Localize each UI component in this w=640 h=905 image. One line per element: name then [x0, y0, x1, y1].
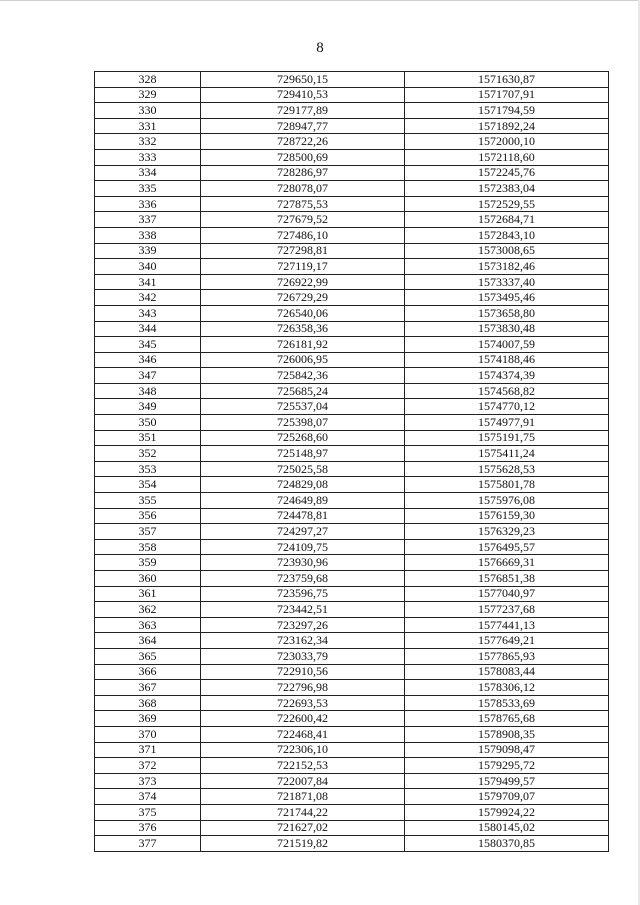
- x-coordinate-cell: 728078,07: [201, 181, 405, 197]
- table-row: [95, 617, 609, 633]
- point-number-cell: 332: [95, 134, 201, 150]
- table-row: [95, 430, 609, 446]
- point-number-cell: 363: [95, 617, 201, 633]
- table-row: [95, 227, 609, 243]
- y-coordinate-cell: 1571892,24: [405, 118, 609, 134]
- point-number-cell: 374: [95, 789, 201, 805]
- table-row: [95, 789, 609, 805]
- y-coordinate-cell: 1578306,12: [405, 680, 609, 696]
- coordinates-table: [94, 71, 609, 852]
- y-coordinate-cell: 1574770,12: [405, 399, 609, 415]
- point-number-cell: 371: [95, 742, 201, 758]
- y-coordinate-cell: 1575628,53: [405, 461, 609, 477]
- y-coordinate-cell: 1571707,91: [405, 87, 609, 103]
- table-row: [95, 539, 609, 555]
- point-number-cell: 336: [95, 196, 201, 212]
- x-coordinate-cell: 728500,69: [201, 149, 405, 165]
- table-row: [95, 243, 609, 259]
- y-coordinate-cell: 1575411,24: [405, 446, 609, 462]
- table-row: [95, 165, 609, 181]
- x-coordinate-cell: 726358,36: [201, 321, 405, 337]
- x-coordinate-cell: 725537,04: [201, 399, 405, 415]
- point-number-cell: 333: [95, 149, 201, 165]
- x-coordinate-cell: 721519,82: [201, 836, 405, 852]
- point-number-cell: 377: [95, 836, 201, 852]
- y-coordinate-cell: 1572843,10: [405, 227, 609, 243]
- x-coordinate-cell: 721871,08: [201, 789, 405, 805]
- point-number-cell: 349: [95, 399, 201, 415]
- table-row: [95, 259, 609, 275]
- y-coordinate-cell: 1573008,65: [405, 243, 609, 259]
- y-coordinate-cell: 1572000,10: [405, 134, 609, 150]
- x-coordinate-cell: 723596,75: [201, 586, 405, 602]
- x-coordinate-cell: 723930,96: [201, 555, 405, 571]
- table-row: [95, 820, 609, 836]
- table-row: [95, 773, 609, 789]
- table-row: [95, 446, 609, 462]
- table-row: [95, 648, 609, 664]
- point-number-cell: 328: [95, 72, 201, 88]
- point-number-cell: 334: [95, 165, 201, 181]
- table-row: [95, 602, 609, 618]
- table-row: [95, 586, 609, 602]
- point-number-cell: 340: [95, 259, 201, 275]
- point-number-cell: 364: [95, 633, 201, 649]
- x-coordinate-cell: 727119,17: [201, 259, 405, 275]
- table-row: [95, 305, 609, 321]
- point-number-cell: 341: [95, 274, 201, 290]
- point-number-cell: 362: [95, 602, 201, 618]
- x-coordinate-cell: 726729,29: [201, 290, 405, 306]
- table-row: [95, 415, 609, 431]
- table-row: [95, 742, 609, 758]
- y-coordinate-cell: 1573182,46: [405, 259, 609, 275]
- point-number-cell: 352: [95, 446, 201, 462]
- x-coordinate-cell: 725025,58: [201, 461, 405, 477]
- point-number-cell: 376: [95, 820, 201, 836]
- y-coordinate-cell: 1571794,59: [405, 103, 609, 119]
- point-number-cell: 353: [95, 461, 201, 477]
- point-number-cell: 359: [95, 555, 201, 571]
- table-row: [95, 461, 609, 477]
- point-number-cell: 344: [95, 321, 201, 337]
- table-row: [95, 274, 609, 290]
- x-coordinate-cell: 729177,89: [201, 103, 405, 119]
- y-coordinate-cell: 1574374,39: [405, 368, 609, 384]
- table-row: [95, 555, 609, 571]
- x-coordinate-cell: 727298,81: [201, 243, 405, 259]
- y-coordinate-cell: 1573337,40: [405, 274, 609, 290]
- x-coordinate-cell: 728947,77: [201, 118, 405, 134]
- point-number-cell: 329: [95, 87, 201, 103]
- x-coordinate-cell: 728722,26: [201, 134, 405, 150]
- y-coordinate-cell: 1578908,35: [405, 726, 609, 742]
- y-coordinate-cell: 1576159,30: [405, 508, 609, 524]
- x-coordinate-cell: 725268,60: [201, 430, 405, 446]
- point-number-cell: 343: [95, 305, 201, 321]
- table-row: [95, 477, 609, 493]
- point-number-cell: 350: [95, 415, 201, 431]
- x-coordinate-cell: 724478,81: [201, 508, 405, 524]
- y-coordinate-cell: 1574007,59: [405, 337, 609, 353]
- table-row: [95, 134, 609, 150]
- y-coordinate-cell: 1572245,76: [405, 165, 609, 181]
- table-row: [95, 321, 609, 337]
- y-coordinate-cell: 1574188,46: [405, 352, 609, 368]
- x-coordinate-cell: 726540,06: [201, 305, 405, 321]
- point-number-cell: 354: [95, 477, 201, 493]
- x-coordinate-cell: 722600,42: [201, 711, 405, 727]
- point-number-cell: 366: [95, 664, 201, 680]
- point-number-cell: 356: [95, 508, 201, 524]
- table-row: [95, 352, 609, 368]
- point-number-cell: 360: [95, 571, 201, 587]
- point-number-cell: 358: [95, 539, 201, 555]
- y-coordinate-cell: 1579098,47: [405, 742, 609, 758]
- y-coordinate-cell: 1575191,75: [405, 430, 609, 446]
- x-coordinate-cell: 725685,24: [201, 383, 405, 399]
- x-coordinate-cell: 721744,22: [201, 804, 405, 820]
- y-coordinate-cell: 1573658,80: [405, 305, 609, 321]
- y-coordinate-cell: 1579924,22: [405, 804, 609, 820]
- x-coordinate-cell: 729410,53: [201, 87, 405, 103]
- point-number-cell: 347: [95, 368, 201, 384]
- table-row: [95, 711, 609, 727]
- coordinates-table-body: [95, 72, 609, 852]
- y-coordinate-cell: 1573495,46: [405, 290, 609, 306]
- table-row: [95, 368, 609, 384]
- x-coordinate-cell: 723759,68: [201, 571, 405, 587]
- x-coordinate-cell: 727679,52: [201, 212, 405, 228]
- y-coordinate-cell: 1576669,31: [405, 555, 609, 571]
- y-coordinate-cell: 1575801,78: [405, 477, 609, 493]
- point-number-cell: 342: [95, 290, 201, 306]
- point-number-cell: 345: [95, 337, 201, 353]
- table-row: [95, 493, 609, 509]
- y-coordinate-cell: 1576329,23: [405, 524, 609, 540]
- table-row: [95, 571, 609, 587]
- x-coordinate-cell: 724649,89: [201, 493, 405, 509]
- x-coordinate-cell: 725398,07: [201, 415, 405, 431]
- table-row: [95, 149, 609, 165]
- point-number-cell: 355: [95, 493, 201, 509]
- point-number-cell: 365: [95, 648, 201, 664]
- x-coordinate-cell: 728286,97: [201, 165, 405, 181]
- point-number-cell: 348: [95, 383, 201, 399]
- x-coordinate-cell: 726181,92: [201, 337, 405, 353]
- point-number-cell: 346: [95, 352, 201, 368]
- y-coordinate-cell: 1579499,57: [405, 773, 609, 789]
- x-coordinate-cell: 723297,26: [201, 617, 405, 633]
- y-coordinate-cell: 1579709,07: [405, 789, 609, 805]
- x-coordinate-cell: 723162,34: [201, 633, 405, 649]
- table-row: [95, 836, 609, 852]
- table-row: [95, 524, 609, 540]
- point-number-cell: 373: [95, 773, 201, 789]
- table-row: [95, 72, 609, 88]
- x-coordinate-cell: 724829,08: [201, 477, 405, 493]
- y-coordinate-cell: 1571630,87: [405, 72, 609, 88]
- y-coordinate-cell: 1575976,08: [405, 493, 609, 509]
- table-row: [95, 290, 609, 306]
- table-row: [95, 695, 609, 711]
- x-coordinate-cell: 722007,84: [201, 773, 405, 789]
- table-row: [95, 212, 609, 228]
- x-coordinate-cell: 729650,15: [201, 72, 405, 88]
- x-coordinate-cell: 722910,56: [201, 664, 405, 680]
- table-row: [95, 103, 609, 119]
- point-number-cell: 367: [95, 680, 201, 696]
- x-coordinate-cell: 725842,36: [201, 368, 405, 384]
- table-row: [95, 196, 609, 212]
- point-number-cell: 368: [95, 695, 201, 711]
- point-number-cell: 338: [95, 227, 201, 243]
- y-coordinate-cell: 1578533,69: [405, 695, 609, 711]
- table-row: [95, 181, 609, 197]
- x-coordinate-cell: 724109,75: [201, 539, 405, 555]
- y-coordinate-cell: 1572383,04: [405, 181, 609, 197]
- y-coordinate-cell: 1572684,71: [405, 212, 609, 228]
- table-row: [95, 118, 609, 134]
- y-coordinate-cell: 1577441,13: [405, 617, 609, 633]
- x-coordinate-cell: 722306,10: [201, 742, 405, 758]
- point-number-cell: 339: [95, 243, 201, 259]
- table-row: [95, 399, 609, 415]
- y-coordinate-cell: 1577865,93: [405, 648, 609, 664]
- table-row: [95, 680, 609, 696]
- table-row: [95, 383, 609, 399]
- x-coordinate-cell: 722796,98: [201, 680, 405, 696]
- x-coordinate-cell: 722152,53: [201, 758, 405, 774]
- point-number-cell: 357: [95, 524, 201, 540]
- point-number-cell: 370: [95, 726, 201, 742]
- x-coordinate-cell: 723442,51: [201, 602, 405, 618]
- point-number-cell: 351: [95, 430, 201, 446]
- y-coordinate-cell: 1576851,38: [405, 571, 609, 587]
- x-coordinate-cell: 723033,79: [201, 648, 405, 664]
- y-coordinate-cell: 1578765,68: [405, 711, 609, 727]
- point-number-cell: 375: [95, 804, 201, 820]
- point-number-cell: 337: [95, 212, 201, 228]
- y-coordinate-cell: 1580370,85: [405, 836, 609, 852]
- point-number-cell: 331: [95, 118, 201, 134]
- point-number-cell: 372: [95, 758, 201, 774]
- table-row: [95, 508, 609, 524]
- y-coordinate-cell: 1577649,21: [405, 633, 609, 649]
- table-row: [95, 758, 609, 774]
- y-coordinate-cell: 1577237,68: [405, 602, 609, 618]
- table-row: [95, 804, 609, 820]
- point-number-cell: 361: [95, 586, 201, 602]
- x-coordinate-cell: 725148,97: [201, 446, 405, 462]
- table-row: [95, 664, 609, 680]
- point-number-cell: 369: [95, 711, 201, 727]
- x-coordinate-cell: 726922,99: [201, 274, 405, 290]
- y-coordinate-cell: 1580145,02: [405, 820, 609, 836]
- x-coordinate-cell: 727486,10: [201, 227, 405, 243]
- x-coordinate-cell: 726006,95: [201, 352, 405, 368]
- y-coordinate-cell: 1574568,82: [405, 383, 609, 399]
- x-coordinate-cell: 727875,53: [201, 196, 405, 212]
- x-coordinate-cell: 722693,53: [201, 695, 405, 711]
- y-coordinate-cell: 1576495,57: [405, 539, 609, 555]
- y-coordinate-cell: 1577040,97: [405, 586, 609, 602]
- table-row: [95, 337, 609, 353]
- y-coordinate-cell: 1578083,44: [405, 664, 609, 680]
- x-coordinate-cell: 721627,02: [201, 820, 405, 836]
- table-row: [95, 726, 609, 742]
- y-coordinate-cell: 1572118,60: [405, 149, 609, 165]
- x-coordinate-cell: 724297,27: [201, 524, 405, 540]
- point-number-cell: 335: [95, 181, 201, 197]
- scan-top-edge: [0, 0, 640, 1]
- y-coordinate-cell: 1574977,91: [405, 415, 609, 431]
- table-row: [95, 633, 609, 649]
- point-number-cell: 330: [95, 103, 201, 119]
- y-coordinate-cell: 1572529,55: [405, 196, 609, 212]
- table-row: [95, 87, 609, 103]
- page-number: 8: [316, 40, 324, 56]
- y-coordinate-cell: 1573830,48: [405, 321, 609, 337]
- y-coordinate-cell: 1579295,72: [405, 758, 609, 774]
- x-coordinate-cell: 722468,41: [201, 726, 405, 742]
